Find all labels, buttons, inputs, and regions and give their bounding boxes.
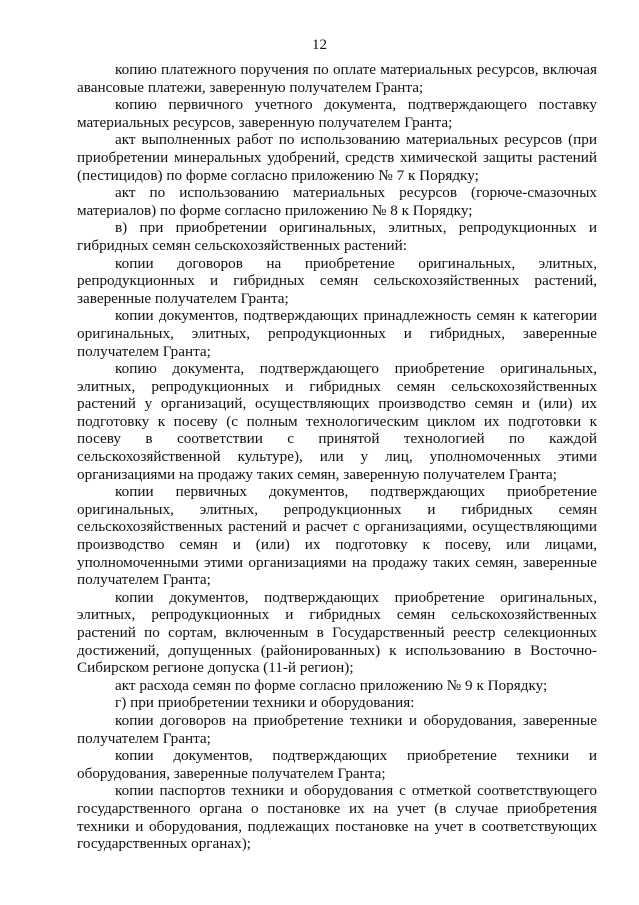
paragraph: копию первичного учетного документа, подтверждающего поставку материальных ресурсов, заверенную получателем Гранта; [77,96,597,131]
paragraph: в) при приобретении оригинальных, элитных, репродукционных и гибридных семян сельскохозяйственных растений: [77,219,597,254]
paragraph: копии документов, подтверждающих приобретение оригинальных, элитных, репродукционных и гибридных семян сельскохозяйственных растений по сортам, включенным в Государственный реестр селекционных достижений, допущенных (районированных) к использованию в Восточно-Сибирском регионе допуска (11-й регион); [77,588,597,677]
page-number: 12 [312,37,327,53]
document-body [77,61,597,853]
paragraph: копии первичных документов, подтверждающих приобретение оригинальных, элитных, репродукционных и гибридных семян сельскохозяйственных растений и расчет с организациями, осуществляющими производство семян и (или) их подготовку к посеву, или лицами, уполномоченными этими организациями на продажу таких семян, заверенные получателем Гранта; [77,483,597,589]
paragraph: акт по использованию материальных ресурсов (горюче-смазочных материалов) по форме согласно приложению № 8 к Порядку; [77,184,597,219]
paragraph: г) при приобретении техники и оборудования: [115,694,415,712]
paragraph: акт выполненных работ по использованию материальных ресурсов (при приобретении минеральных удобрений, средств химической защиты растений (пестицидов) по форме согласно приложению № 7 к Порядку; [77,131,597,184]
paragraph: копии документов, подтверждающих принадлежность семян к категории оригинальных, элитных, репродукционных и гибридных, заверенные получателем Гранта; [77,307,597,360]
paragraph: копии паспортов техники и оборудования с отметкой соответствующего государственного органа о постановке их на учет (в случае приобретения техники и оборудования, подлежащих постановке на учет в соответствующих государственных органах); [77,782,597,853]
paragraph: копию документа, подтверждающего приобретение оригинальных, элитных, репродукционных и гибридных семян сельскохозяйственных растений у организаций, осуществляющих производство семян и (или) их подготовку к посеву (с полным технологическим циклом их подготовки к посеву в соответствии с принятой технологией по каждой сельскохозяйственной культуре), или у лиц, уполномоченных этими организациями на продажу таких семян, заверенную получателем Гранта; [77,360,597,483]
paragraph: копию платежного поручения по оплате материальных ресурсов, включая авансовые платежи, заверенную получателем Гранта; [77,61,597,96]
paragraph: копии документов, подтверждающих приобретение техники и оборудования, заверенные получателем Гранта; [77,747,597,782]
paragraph: копии договоров на приобретение техники и оборудования, заверенные получателем Гранта; [77,711,597,747]
paragraph: акт расхода семян по форме согласно приложению № 9 к Порядку; [115,676,548,694]
paragraph: копии договоров на приобретение оригинальных, элитных, репродукционных и гибридных семян сельскохозяйственных растений, заверенные получателем Гранта; [77,254,597,307]
